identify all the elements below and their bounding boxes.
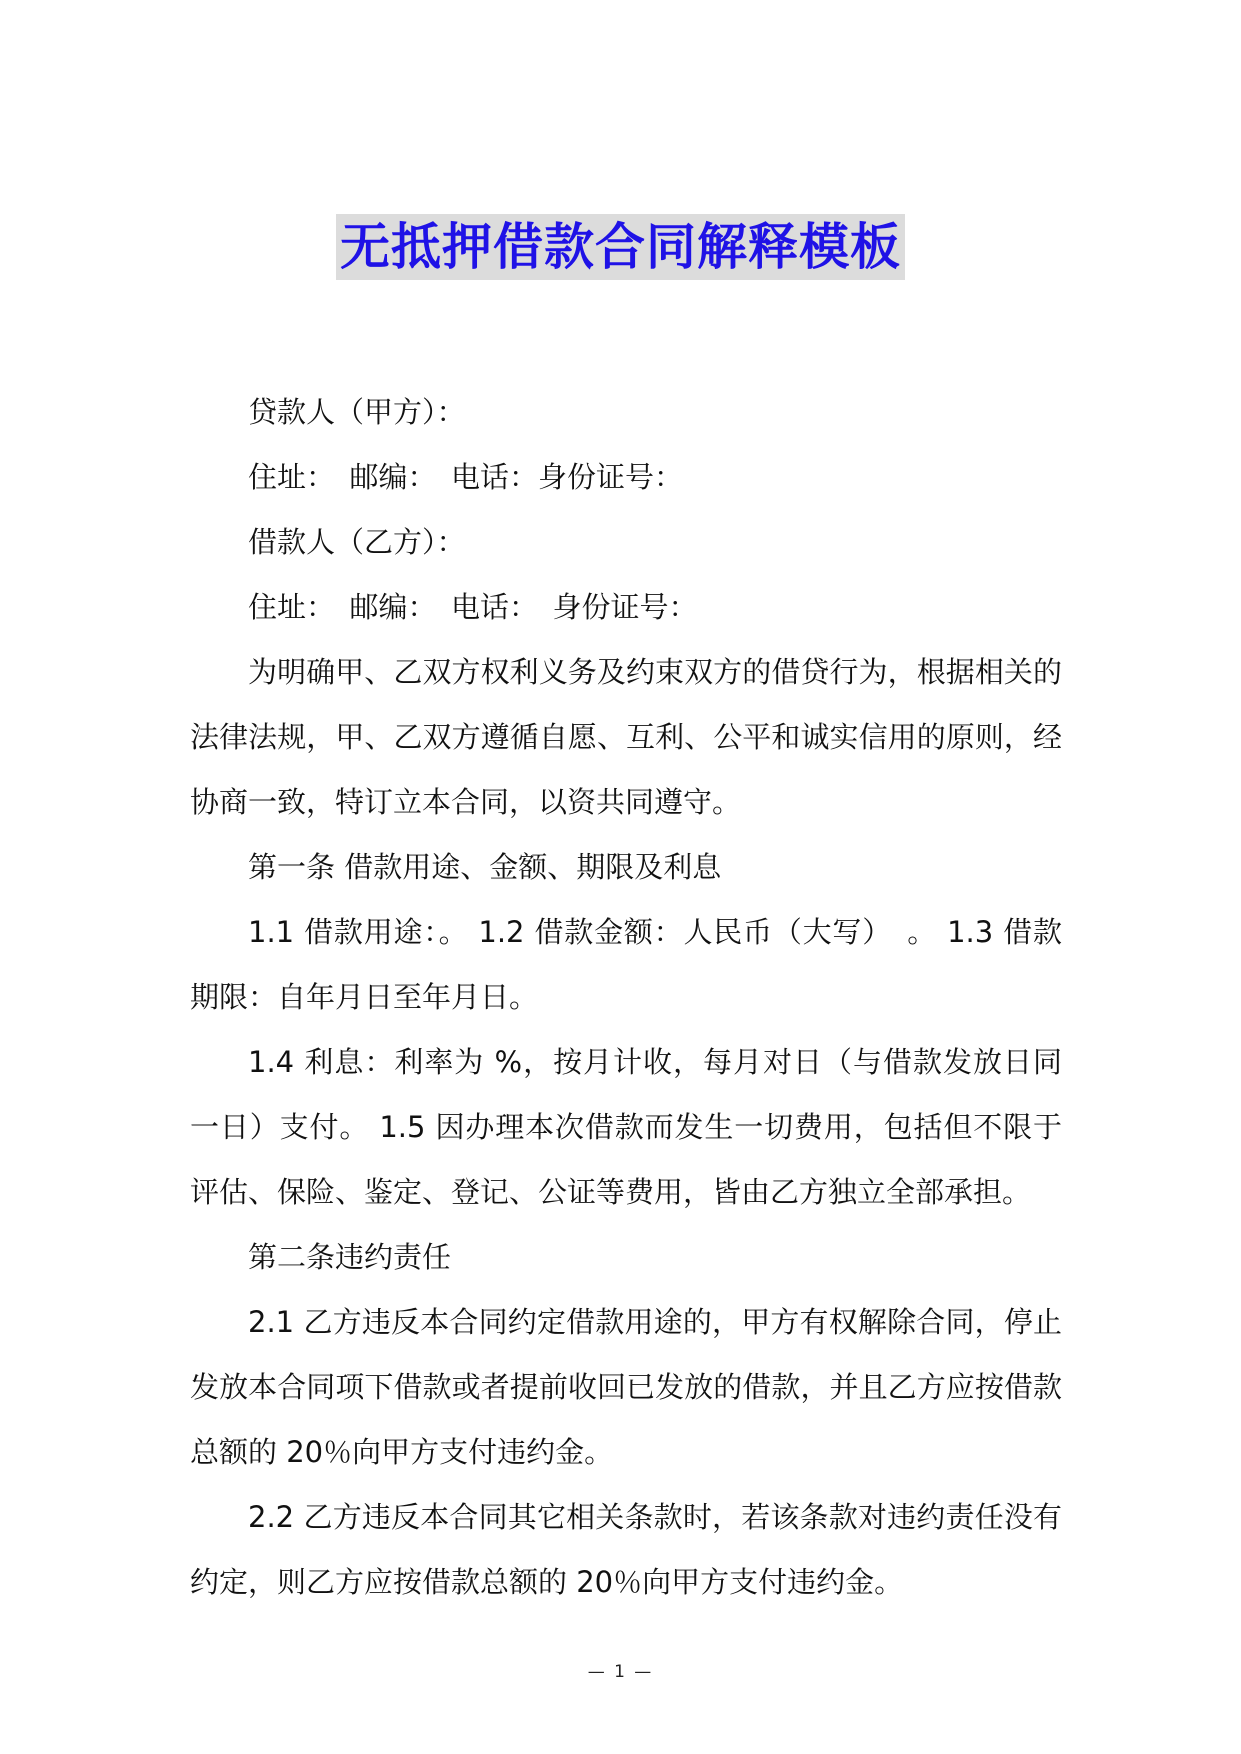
clause-1-4-to-1-5: 1.4 利息：利率为 %，按月计收，每月对日（与借款发放日同一日）支付。 1.5 因办理本次借款而发生一切费用，包括但不限于评估、保险、鉴定、登记、公证等费用，皆由乙方独立全部承担。 xyxy=(190,1045,1062,1209)
article-two-heading: 第二条违约责任 xyxy=(248,1240,452,1274)
title-container xyxy=(0,214,1241,280)
clause-2-2: 2.2 乙方违反本合同其它相关条款时，若该条款对违约责任没有约定，则乙方应按借款总额的 20％向甲方支付违约金。 xyxy=(190,1500,1062,1599)
clause-2-1: 2.1 乙方违反本合同约定借款用途的，甲方有权解除合同，停止发放本合同项下借款或者提前收回已发放的借款，并且乙方应按借款总额的 20％向甲方支付违约金。 xyxy=(190,1305,1062,1469)
preamble-paragraph: 为明确甲、乙双方权利义务及约束双方的借贷行为，根据相关的法律法规，甲、乙双方遵循自愿、互利、公平和诚实信用的原则，经协商一致，特订立本合同，以资共同遵守。 xyxy=(190,655,1062,819)
lender-contact-line: 住址： 邮编： 电话：身份证号： xyxy=(248,460,684,494)
document-body xyxy=(190,380,1062,1615)
borrower-contact-line: 住址： 邮编： 电话： 身份证号： xyxy=(248,590,698,624)
lender-line: 贷款人（甲方）： xyxy=(248,395,466,429)
article-one-heading: 第一条 借款用途、金额、期限及利息 xyxy=(248,850,722,884)
borrower-line: 借款人（乙方）： xyxy=(248,525,466,559)
document-title: 无抵押借款合同解释模板 xyxy=(336,214,905,280)
page-number: — 1 — xyxy=(587,1662,654,1682)
clause-1-1-to-1-3: 1.1 借款用途：。 1.2 借款金额：人民币（大写） 。 1.3 借款期限：自年月日至年月日。 xyxy=(190,915,1062,1014)
